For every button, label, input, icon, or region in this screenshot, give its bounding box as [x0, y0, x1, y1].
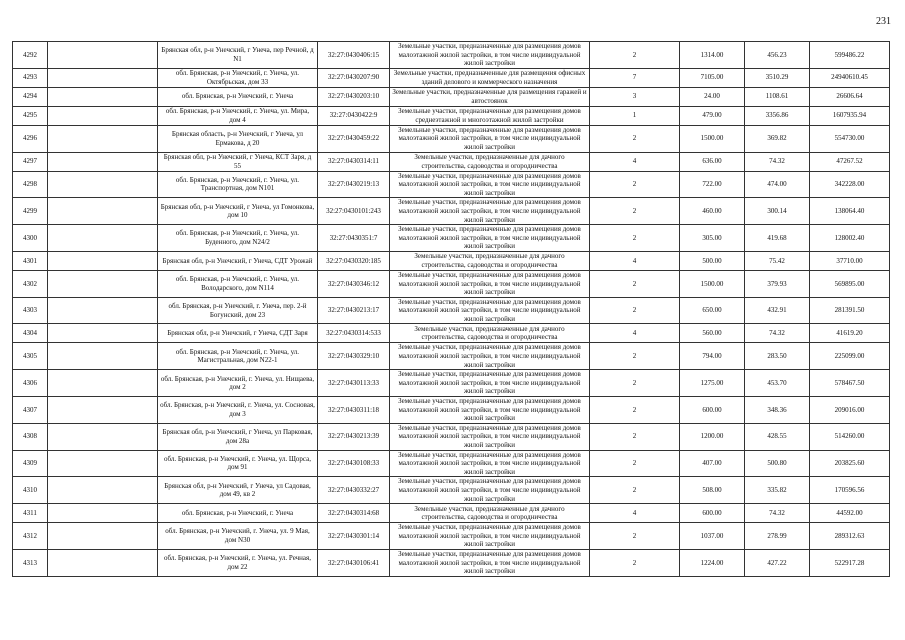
area-cell: 1314.00: [680, 42, 745, 69]
cadastral-number-cell: 32:27:0430314:533: [318, 324, 390, 343]
address-cell: обл. Брянская, р-н Унечский, г. Унеча: [158, 87, 318, 106]
area-cell: 1500.00: [680, 125, 745, 152]
land-use-cell: Земельные участки, предназначенные для размещения домов малоэтажной жилой застройки, в том числе индивидуальной жилой застройки: [390, 423, 590, 450]
area-cell: 560.00: [680, 324, 745, 343]
cadastral-value-cell: 209016.00: [810, 397, 890, 424]
address-cell: обл. Брянская, р-н Унечский, г. Унеча, ул. 9 Мая, дом N30: [158, 523, 318, 550]
cadastral-value-cell: 26606.64: [810, 87, 890, 106]
spacer-cell: [48, 370, 158, 397]
area-cell: 794.00: [680, 343, 745, 370]
table-row: [13, 423, 890, 450]
land-use-cell: Земельные участки, предназначенные для размещения домов малоэтажной жилой застройки, в том числе индивидуальной жилой застройки: [390, 450, 590, 477]
area-cell: 500.00: [680, 251, 745, 270]
cadastral-value-cell: 554730.00: [810, 125, 890, 152]
spacer-cell: [48, 324, 158, 343]
land-use-cell: Земельные участки, предназначенные для размещения домов малоэтажной жилой застройки, в том числе индивидуальной жилой застройки: [390, 297, 590, 324]
cadastral-number-cell: 32:27:0430219:13: [318, 171, 390, 198]
row-number: 4298: [13, 171, 48, 198]
row-number: 4311: [13, 504, 48, 523]
address-cell: обл. Брянская, р-н Унечский, г. Унеча: [158, 504, 318, 523]
table-row: [13, 198, 890, 225]
area-cell: 305.00: [680, 225, 745, 252]
row-number: 4306: [13, 370, 48, 397]
row-number: 4292: [13, 42, 48, 69]
specific-value-cell: 432.91: [745, 297, 810, 324]
land-use-cell: Земельные участки, предназначенные для дачного строительства, садоводства и огородничества: [390, 324, 590, 343]
table-row: [13, 549, 890, 576]
group-cell: 2: [590, 397, 680, 424]
cadastral-number-cell: 32:27:0430351:7: [318, 225, 390, 252]
address-cell: обл. Брянская, р-н Унечский, г. Унеча, ул. Володарского, дом N114: [158, 270, 318, 297]
spacer-cell: [48, 225, 158, 252]
group-cell: 2: [590, 423, 680, 450]
cadastral-value-cell: 41619.20: [810, 324, 890, 343]
spacer-cell: [48, 251, 158, 270]
row-number: 4305: [13, 343, 48, 370]
spacer-cell: [48, 152, 158, 171]
row-number: 4303: [13, 297, 48, 324]
specific-value-cell: 75.42: [745, 251, 810, 270]
row-number: 4304: [13, 324, 48, 343]
cadastral-value-cell: 522917.28: [810, 549, 890, 576]
land-use-cell: Земельные участки, предназначенные для размещения домов малоэтажной жилой застройки, в том числе индивидуальной жилой застройки: [390, 523, 590, 550]
group-cell: 2: [590, 477, 680, 504]
cadastral-value-cell: 47267.52: [810, 152, 890, 171]
table-row: [13, 87, 890, 106]
address-cell: Брянская обл, р-н Унечский, г Унеча, СДТ Урожай: [158, 251, 318, 270]
cadastral-number-cell: 32:27:0430311:18: [318, 397, 390, 424]
spacer-cell: [48, 343, 158, 370]
address-cell: обл. Брянская, р-н Унечский, г. Унеча, ул. Щорса, дом 91: [158, 450, 318, 477]
spacer-cell: [48, 198, 158, 225]
cadastral-number-cell: 32:27:0430101:243: [318, 198, 390, 225]
specific-value-cell: 278.99: [745, 523, 810, 550]
cadastral-number-cell: 32:27:0430213:39: [318, 423, 390, 450]
address-cell: обл. Брянская, р-н Унечский, г. Унеча, ул. Буденного, дом N24/2: [158, 225, 318, 252]
area-cell: 600.00: [680, 504, 745, 523]
address-cell: Брянская обл, р-н Унечский, г Унеча, ул Парковая, дом 28а: [158, 423, 318, 450]
cadastral-value-cell: 578467.50: [810, 370, 890, 397]
spacer-cell: [48, 549, 158, 576]
row-number: 4307: [13, 397, 48, 424]
land-use-cell: Земельные участки, предназначенные для размещения домов малоэтажной жилой застройки, в том числе индивидуальной жилой застройки: [390, 549, 590, 576]
cadastral-value-cell: 569895.00: [810, 270, 890, 297]
land-use-cell: Земельные участки, предназначенные для размещения домов малоэтажной жилой застройки, в том числе индивидуальной жилой застройки: [390, 42, 590, 69]
address-cell: обл. Брянская, р-н Унечский, г. Унеча, пер. 2-й Богунский, дом 23: [158, 297, 318, 324]
land-use-cell: Земельные участки, предназначенные для размещения домов малоэтажной жилой застройки, в том числе индивидуальной жилой застройки: [390, 270, 590, 297]
address-cell: обл. Брянская, р-н Унечский, г. Унеча, ул. Речная, дом 22: [158, 549, 318, 576]
group-cell: 2: [590, 370, 680, 397]
spacer-cell: [48, 397, 158, 424]
row-number: 4294: [13, 87, 48, 106]
row-number: 4301: [13, 251, 48, 270]
specific-value-cell: 3356.86: [745, 106, 810, 125]
address-cell: Брянская обл, р-н Унечский, г Унеча, пер Речной, д N1: [158, 42, 318, 69]
area-cell: 1275.00: [680, 370, 745, 397]
cadastral-value-cell: 44592.00: [810, 504, 890, 523]
specific-value-cell: 453.70: [745, 370, 810, 397]
table-row: [13, 171, 890, 198]
land-use-cell: Земельные участки, предназначенные для размещения домов малоэтажной жилой застройки, в том числе индивидуальной жилой застройки: [390, 125, 590, 152]
table-row: [13, 297, 890, 324]
cadastral-value-cell: 203825.60: [810, 450, 890, 477]
row-number: 4300: [13, 225, 48, 252]
row-number: 4308: [13, 423, 48, 450]
specific-value-cell: 456.23: [745, 42, 810, 69]
specific-value-cell: 74.32: [745, 504, 810, 523]
specific-value-cell: 348.36: [745, 397, 810, 424]
address-cell: обл. Брянская, р-н Унечский, г. Унеча, ул. Транспортная, дом N101: [158, 171, 318, 198]
cadastral-value-cell: 289312.63: [810, 523, 890, 550]
group-cell: 2: [590, 198, 680, 225]
specific-value-cell: 379.93: [745, 270, 810, 297]
land-use-cell: Земельные участки, предназначенные для размещения домов малоэтажной жилой застройки, в том числе индивидуальной жилой застройки: [390, 343, 590, 370]
table-row: [13, 343, 890, 370]
spacer-cell: [48, 504, 158, 523]
table-row: [13, 523, 890, 550]
group-cell: 7: [590, 68, 680, 87]
area-cell: 1224.00: [680, 549, 745, 576]
cadastral-number-cell: 32:27:0430106:41: [318, 549, 390, 576]
address-cell: обл. Брянская, р-н Унечский, г. Унеча, ул. Сосновая, дом 3: [158, 397, 318, 424]
land-use-cell: Земельные участки, предназначенные для размещения домов среднеэтажной и многоэтажной жилой застройки: [390, 106, 590, 125]
table-row: [13, 450, 890, 477]
cadastral-number-cell: 32:27:0430314:11: [318, 152, 390, 171]
group-cell: 2: [590, 42, 680, 69]
area-cell: 24.00: [680, 87, 745, 106]
group-cell: 2: [590, 225, 680, 252]
spacer-cell: [48, 270, 158, 297]
row-number: 4309: [13, 450, 48, 477]
specific-value-cell: 419.68: [745, 225, 810, 252]
row-number: 4293: [13, 68, 48, 87]
cadastral-value-cell: 342228.00: [810, 171, 890, 198]
specific-value-cell: 1108.61: [745, 87, 810, 106]
table-row: [13, 106, 890, 125]
cadastral-number-cell: 32:27:0430314:68: [318, 504, 390, 523]
cadastral-number-cell: 32:27:0430346:12: [318, 270, 390, 297]
spacer-cell: [48, 477, 158, 504]
area-cell: 508.00: [680, 477, 745, 504]
address-cell: Брянская обл, р-н Унечский, г Унеча, КСТ Заря, д 55: [158, 152, 318, 171]
row-number: 4296: [13, 125, 48, 152]
spacer-cell: [48, 297, 158, 324]
cadastral-number-cell: 32:27:0430332:27: [318, 477, 390, 504]
specific-value-cell: 427.22: [745, 549, 810, 576]
group-cell: 2: [590, 343, 680, 370]
group-cell: 4: [590, 324, 680, 343]
address-cell: Брянская область, р-н Унечский, г Унеча, ул Ермакова, д 20: [158, 125, 318, 152]
land-use-cell: Земельные участки, предназначенные для размещения офисных зданий делового и коммерческого назначения: [390, 68, 590, 87]
table-row: [13, 225, 890, 252]
group-cell: 3: [590, 87, 680, 106]
table-row: [13, 152, 890, 171]
group-cell: 2: [590, 125, 680, 152]
cadastral-value-cell: 37710.00: [810, 251, 890, 270]
land-use-cell: Земельные участки, предназначенные для размещения домов малоэтажной жилой застройки, в том числе индивидуальной жилой застройки: [390, 198, 590, 225]
row-number: 4295: [13, 106, 48, 125]
area-cell: 479.00: [680, 106, 745, 125]
row-number: 4297: [13, 152, 48, 171]
land-use-cell: Земельные участки, предназначенные для дачного строительства, садоводства и огородничества: [390, 251, 590, 270]
cadastral-number-cell: 32:27:0430320:185: [318, 251, 390, 270]
cadastral-number-cell: 32:27:0430203:10: [318, 87, 390, 106]
table-row: [13, 251, 890, 270]
cadastral-value-cell: 128002.40: [810, 225, 890, 252]
cadastral-number-cell: 32:27:0430207:90: [318, 68, 390, 87]
group-cell: 4: [590, 152, 680, 171]
table-row: [13, 125, 890, 152]
area-cell: 7105.00: [680, 68, 745, 87]
land-use-cell: Земельные участки, предназначенные для размещения гаражей и автостоянок: [390, 87, 590, 106]
cadastral-value-cell: 599486.22: [810, 42, 890, 69]
group-cell: 4: [590, 251, 680, 270]
cadastral-number-cell: 32:27:0430406:15: [318, 42, 390, 69]
address-cell: обл. Брянская, р-н Унечский, г. Унеча, ул. Нищаева, дом 2: [158, 370, 318, 397]
page-number: 231: [876, 16, 891, 27]
table-row: [13, 270, 890, 297]
address-cell: обл. Брянская, р-н Унечский, г. Унеча, ул. Октябрьская, дом 33: [158, 68, 318, 87]
specific-value-cell: 300.14: [745, 198, 810, 225]
group-cell: 2: [590, 450, 680, 477]
spacer-cell: [48, 523, 158, 550]
spacer-cell: [48, 68, 158, 87]
cadastral-number-cell: 32:27:0430301:14: [318, 523, 390, 550]
address-cell: Брянская обл, р-н Унечский, г Унеча, ул Садовая, дом 49, кв 2: [158, 477, 318, 504]
row-number: 4313: [13, 549, 48, 576]
specific-value-cell: 474.00: [745, 171, 810, 198]
land-use-cell: Земельные участки, предназначенные для дачного строительства, садоводства и огородничества: [390, 152, 590, 171]
cadastral-value-table: [12, 41, 890, 577]
cadastral-value-cell: 1607935.94: [810, 106, 890, 125]
address-cell: обл. Брянская, р-н Унечский, г. Унеча, ул. Мира, дом 4: [158, 106, 318, 125]
area-cell: 407.00: [680, 450, 745, 477]
specific-value-cell: 428.55: [745, 423, 810, 450]
area-cell: 636.00: [680, 152, 745, 171]
group-cell: 2: [590, 297, 680, 324]
row-number: 4302: [13, 270, 48, 297]
address-cell: Брянская обл, р-н Унечский, г Унеча, СДТ Заря: [158, 324, 318, 343]
cadastral-number-cell: 32:27:0430213:17: [318, 297, 390, 324]
table-row: [13, 477, 890, 504]
table-row: [13, 370, 890, 397]
area-cell: 1200.00: [680, 423, 745, 450]
area-cell: 722.00: [680, 171, 745, 198]
cadastral-value-cell: 514260.00: [810, 423, 890, 450]
cadastral-number-cell: 32:27:0430422:9: [318, 106, 390, 125]
land-use-cell: Земельные участки, предназначенные для размещения домов малоэтажной жилой застройки, в том числе индивидуальной жилой застройки: [390, 370, 590, 397]
spacer-cell: [48, 423, 158, 450]
group-cell: 2: [590, 549, 680, 576]
spacer-cell: [48, 106, 158, 125]
address-cell: обл. Брянская, р-н Унечский, г. Унеча, ул. Магистральная, дом N22-1: [158, 343, 318, 370]
area-cell: 1500.00: [680, 270, 745, 297]
land-use-cell: Земельные участки, предназначенные для дачного строительства, садоводства и огородничества: [390, 504, 590, 523]
table-row: [13, 397, 890, 424]
table-row: [13, 68, 890, 87]
group-cell: 2: [590, 523, 680, 550]
row-number: 4299: [13, 198, 48, 225]
spacer-cell: [48, 171, 158, 198]
cadastral-value-cell: 225099.00: [810, 343, 890, 370]
group-cell: 2: [590, 270, 680, 297]
row-number: 4310: [13, 477, 48, 504]
cadastral-number-cell: 32:27:0430108:33: [318, 450, 390, 477]
spacer-cell: [48, 125, 158, 152]
table-row: [13, 42, 890, 69]
cadastral-number-cell: 32:27:0430329:10: [318, 343, 390, 370]
table-row: [13, 504, 890, 523]
cadastral-number-cell: 32:27:0430113:33: [318, 370, 390, 397]
specific-value-cell: 3510.29: [745, 68, 810, 87]
group-cell: 1: [590, 106, 680, 125]
area-cell: 600.00: [680, 397, 745, 424]
table-body: [13, 42, 890, 577]
table-row: [13, 324, 890, 343]
specific-value-cell: 335.82: [745, 477, 810, 504]
specific-value-cell: 283.50: [745, 343, 810, 370]
land-use-cell: Земельные участки, предназначенные для размещения домов малоэтажной жилой застройки, в том числе индивидуальной жилой застройки: [390, 171, 590, 198]
specific-value-cell: 74.32: [745, 152, 810, 171]
address-cell: Брянская обл, р-н Унечский, г Унеча, ул Гомонкова, дом 10: [158, 198, 318, 225]
specific-value-cell: 500.80: [745, 450, 810, 477]
row-number: 4312: [13, 523, 48, 550]
cadastral-value-cell: 170596.56: [810, 477, 890, 504]
specific-value-cell: 369.82: [745, 125, 810, 152]
spacer-cell: [48, 42, 158, 69]
land-use-cell: Земельные участки, предназначенные для размещения домов малоэтажной жилой застройки, в том числе индивидуальной жилой застройки: [390, 225, 590, 252]
area-cell: 1037.00: [680, 523, 745, 550]
group-cell: 2: [590, 171, 680, 198]
cadastral-value-cell: 24940610.45: [810, 68, 890, 87]
cadastral-number-cell: 32:27:0430459:22: [318, 125, 390, 152]
area-cell: 650.00: [680, 297, 745, 324]
spacer-cell: [48, 450, 158, 477]
land-use-cell: Земельные участки, предназначенные для размещения домов малоэтажной жилой застройки, в том числе индивидуальной жилой застройки: [390, 397, 590, 424]
cadastral-value-cell: 138064.40: [810, 198, 890, 225]
cadastral-value-cell: 281391.50: [810, 297, 890, 324]
spacer-cell: [48, 87, 158, 106]
area-cell: 460.00: [680, 198, 745, 225]
land-use-cell: Земельные участки, предназначенные для размещения домов малоэтажной жилой застройки, в том числе индивидуальной жилой застройки: [390, 477, 590, 504]
specific-value-cell: 74.32: [745, 324, 810, 343]
group-cell: 4: [590, 504, 680, 523]
